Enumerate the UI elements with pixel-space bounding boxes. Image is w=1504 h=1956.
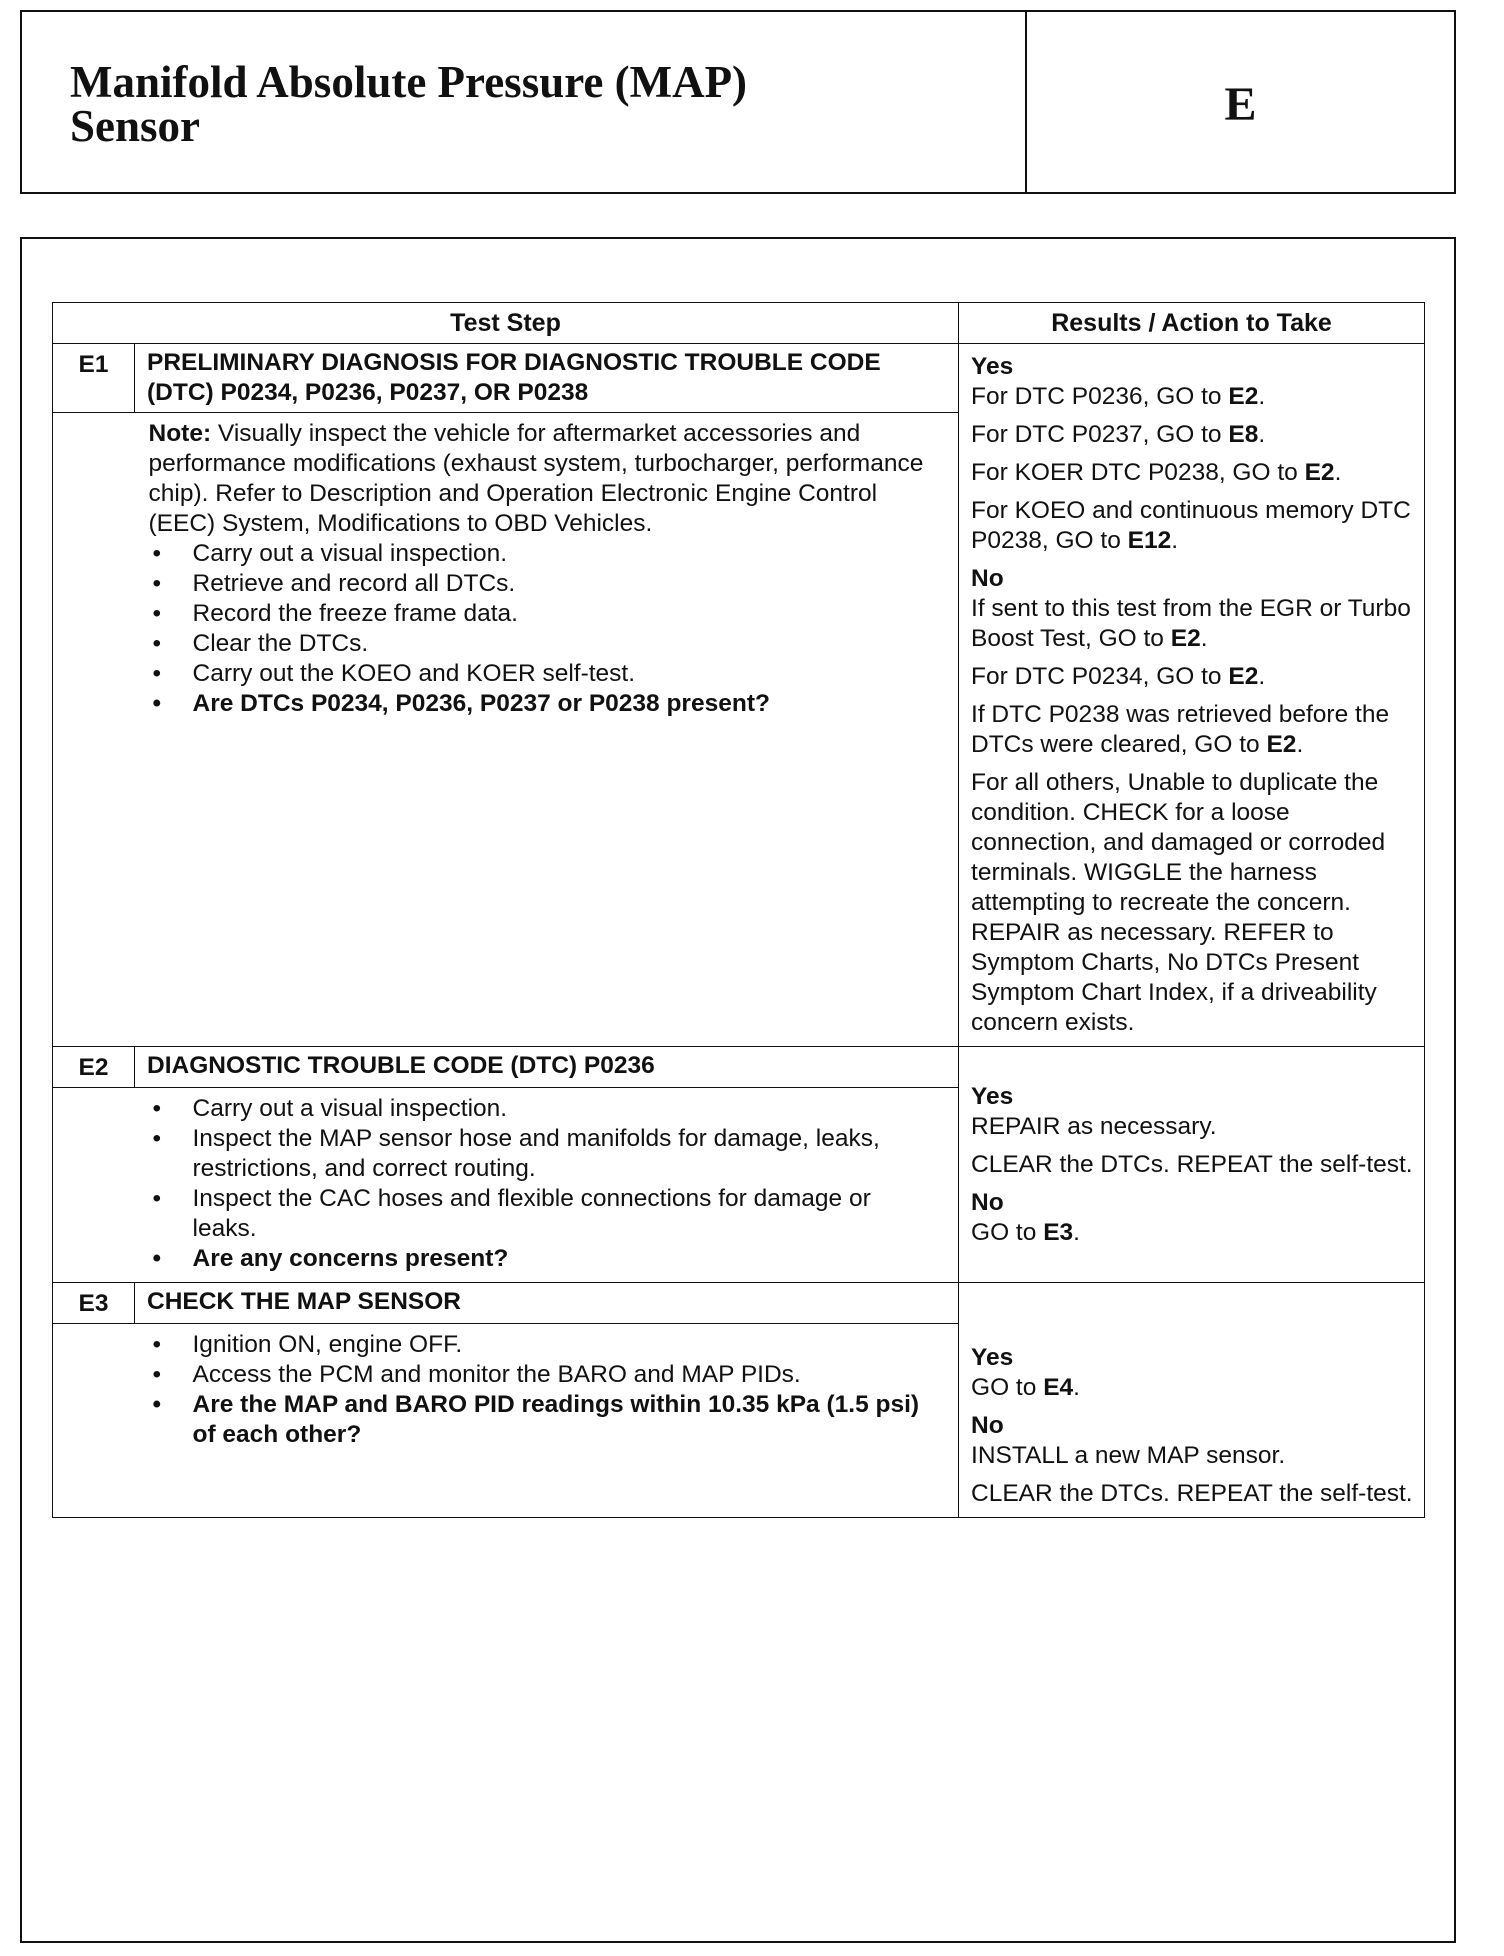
question-item: • Are the MAP and BARO PID readings within 10.35 kPa (1.5 psi) of each other? [149, 1390, 929, 1450]
step-reference: E2 [1170, 625, 1201, 652]
list-item: • Carry out a visual inspection. [149, 1094, 929, 1124]
step-title: CHECK THE MAP SENSOR [135, 1283, 959, 1324]
step-reference: E2 [1304, 459, 1335, 486]
list-item: • Carry out a visual inspection. [149, 539, 929, 569]
result-line: For KOER DTC P0238, GO to E2. [971, 459, 1342, 486]
step-id: E3 [53, 1283, 135, 1324]
table-header-row [53, 303, 1425, 344]
step-id: E1 [53, 344, 135, 413]
page-title-line2: Sensor [70, 101, 201, 151]
yes-label: Yes [971, 1082, 1014, 1110]
yes-label: Yes [971, 353, 1014, 380]
instruction-list [149, 1094, 929, 1274]
page-title [22, 12, 1027, 192]
no-label: No [971, 565, 1004, 592]
step-reference: E12 [1127, 527, 1172, 554]
step-e2-results [959, 1047, 1425, 1283]
list-item: • Ignition ON, engine OFF. [149, 1330, 929, 1360]
question-item: • Are any concerns present? [149, 1244, 929, 1274]
step-reference: E2 [1266, 731, 1297, 758]
yes-label: Yes [971, 1344, 1014, 1371]
step-title: PRELIMINARY DIAGNOSIS FOR DIAGNOSTIC TROUBLE CODE (DTC) P0234, P0236, P0237, OR P0238 [135, 344, 959, 413]
result-line: GO to E3. [971, 1218, 1080, 1246]
result-line: For DTC P0236, GO to E2. [971, 383, 1266, 410]
step-e1-title-row [53, 344, 1425, 413]
step-reference: E2 [1228, 663, 1259, 690]
note-text: Note: Visually inspect the vehicle for aftermarket accessories and performance modifications (exhaust system, turbocharger, performance chip). Refer to Description and Operation Electronic Engine Control (EEC) System, Modifications to OBD Vehicles. [148, 420, 924, 537]
step-e2-body [135, 1088, 959, 1283]
result-line: CLEAR the DTCs. REPEAT the self-test. [971, 1480, 1413, 1507]
list-item: • Carry out the KOEO and KOER self-test. [149, 659, 929, 689]
instruction-list [149, 539, 929, 719]
result-line: INSTALL a new MAP sensor. [971, 1442, 1286, 1469]
instruction-list [149, 1330, 929, 1450]
question-item: • Are DTCs P0234, P0236, P0237 or P0238 present? [149, 689, 929, 719]
list-item: • Inspect the MAP sensor hose and manifolds for damage, leaks, restrictions, and correct routing. [149, 1124, 929, 1184]
step-reference: E3 [1043, 1218, 1074, 1246]
result-line: For DTC P0237, GO to E8. [971, 421, 1266, 448]
no-label: No [971, 1188, 1004, 1216]
step-id: E2 [53, 1047, 135, 1088]
no-label: No [971, 1412, 1004, 1439]
list-item: • Access the PCM and monitor the BARO and MAP PIDs. [149, 1360, 929, 1390]
page-header [20, 10, 1456, 194]
step-title: DIAGNOSTIC TROUBLE CODE (DTC) P0236 [135, 1047, 959, 1088]
step-e3-title-row [53, 1283, 1425, 1324]
list-item: • Inspect the CAC hoses and flexible connections for damage or leaks. [149, 1184, 929, 1244]
result-line: For KOEO and continuous memory DTC P0238, GO to E12. [971, 497, 1411, 554]
column-header-results: Results / Action to Take [959, 303, 1425, 344]
result-line: CLEAR the DTCs. REPEAT the self-test. [971, 1150, 1413, 1178]
step-reference: E8 [1228, 421, 1259, 448]
step-e2-title-row [53, 1047, 1425, 1088]
result-line: For DTC P0234, GO to E2. [971, 663, 1266, 690]
step-reference: E2 [1228, 383, 1259, 410]
step-e1-results [959, 344, 1425, 1047]
step-e3-body [135, 1324, 959, 1518]
step-e3-results [959, 1283, 1425, 1518]
step-reference: E4 [1043, 1374, 1074, 1401]
result-line: GO to E4. [971, 1374, 1080, 1401]
result-line: For all others, Unable to duplicate the condition. CHECK for a loose connection, and damaged or corroded terminals. WIGGLE the harness attempting to recreate the concern. REPAIR as necessary. REFER to Symptom Charts, No DTCs Present Symptom Chart Index, if a driveability concern exists. [971, 769, 1386, 1036]
section-code: E [1224, 77, 1257, 131]
list-item: • Clear the DTCs. [149, 629, 929, 659]
page-title-line1: Manifold Absolute Pressure (MAP) [70, 57, 748, 107]
result-line: If sent to this test from the EGR or Turbo Boost Test, GO to E2. [971, 595, 1411, 652]
step-e1-body [135, 413, 959, 1047]
list-item: • Record the freeze frame data. [149, 599, 929, 629]
list-item: • Retrieve and record all DTCs. [149, 569, 929, 599]
diagnostic-table [52, 302, 1425, 1518]
column-header-test-step: Test Step [53, 303, 959, 344]
result-line: If DTC P0238 was retrieved before the DTCs were cleared, GO to E2. [971, 701, 1390, 758]
result-line: REPAIR as necessary. [971, 1112, 1217, 1140]
